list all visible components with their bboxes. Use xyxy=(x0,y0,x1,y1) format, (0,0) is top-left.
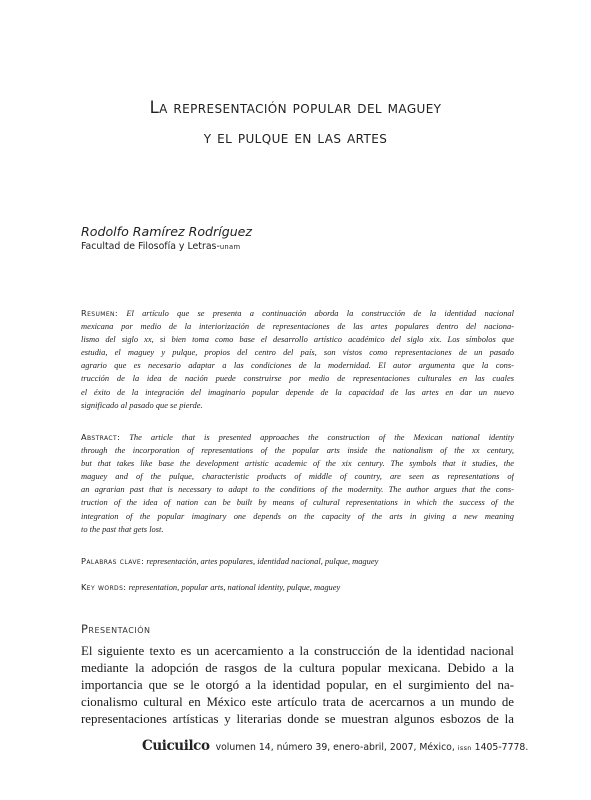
key-words xyxy=(81,581,514,594)
citation-text: volumen 14, número 39, enero-abril, 2007, México, xyxy=(215,742,455,753)
affiliation-institution: unam xyxy=(219,243,241,251)
abstract-line: through the incorporation of representations of the popular arts inside the nationalism of the xx century, xyxy=(81,445,514,456)
abstract-line: but that takes like base the development artistic academic of the xix century. The symbols that it studies, the xyxy=(81,458,514,469)
issn-number: 1405-7778. xyxy=(474,742,529,753)
body-line: representaciones artísticas y literarias donde se muestran algunos esbozos de la xyxy=(81,712,514,727)
abstract-line: truction of the idea of nation can be built by means of cultural representations in which the success of the xyxy=(81,497,514,508)
journal-logo: Cuicuilco xyxy=(142,738,210,754)
abstract-line: integration of the popular imaginary one depends on the capacity of the arts in giving a new meaning xyxy=(81,510,514,521)
resumen-line: estudia, el maguey y pulque, propios del centro del país, son vistos como representaciones de un pasado xyxy=(81,347,514,358)
resumen-line: trucción de la idea de nación puede construirse por medio de representaciones culturales en las cuales xyxy=(81,373,514,384)
resumen-line: mexicana por medio de la interiorización de representaciones de las artes populares dentro del naciona- xyxy=(81,321,514,332)
body-line: mediante la adopción de rasgos de la cultura popular mexicana. Debido a la xyxy=(81,661,514,676)
resumen-block xyxy=(81,307,514,412)
body-paragraph xyxy=(81,643,514,728)
abstract-label: Abstract: xyxy=(81,432,121,442)
resumen-label: Resumen: xyxy=(81,308,119,318)
author-affiliation xyxy=(81,241,240,252)
title-line-1: La representación popular del maguey xyxy=(149,98,442,117)
key-words-label: Key words: xyxy=(81,582,127,592)
section-heading: Presentación xyxy=(81,622,151,636)
resumen-line: el éxito de la integración del imaginario popular depende de la capacidad de las artes en dar un nuevo xyxy=(81,386,514,397)
abstract-line: to the past that gets lost. xyxy=(81,523,164,534)
body-line: cionalismo cultural en México este artículo trata de acercarnos a un mundo de xyxy=(81,695,514,710)
abstract-line: an agrarian past that is necessary to adapt to the conditions of the modernity. The author argues that the cons- xyxy=(81,484,514,495)
body-line: El siguiente texto es un acercamiento a la construcción de la identidad nacional xyxy=(81,644,514,658)
body-line: importancia que se le otorgó a la identidad popular, en el surgimiento del na- xyxy=(81,678,514,693)
resumen-line: significado al pasado que se pierde. xyxy=(81,399,203,410)
abstract-line: maguey and of the pulque, characteristic products of middle of country, are seen as representations of xyxy=(81,471,514,482)
author-name: Rodolfo Ramírez Rodríguez xyxy=(81,224,253,239)
page-footer xyxy=(142,738,528,754)
abstract-line: Abstract: The article that is presented approaches the construction of the Mexican national identity xyxy=(81,432,514,442)
title-line-2: y el pulque en las artes xyxy=(203,128,388,147)
palabras-clave xyxy=(81,555,514,568)
abstract-block xyxy=(81,431,514,536)
article-title xyxy=(40,93,551,153)
affiliation-text: Facultad de Filosofía y Letras- xyxy=(81,241,220,252)
palabras-clave-label: Palabras clave: xyxy=(81,556,145,566)
resumen-line: lismo del siglo xx, si bien toma como base el desarrollo artístico académico del siglo xix. Los símbolos que xyxy=(81,334,514,345)
key-words-text: representation, popular arts, national identity, pulque, maguey xyxy=(128,582,341,592)
resumen-line: Resumen: El artículo que se presenta a continuación aborda la construcción de la identidad nacional xyxy=(81,308,514,318)
palabras-clave-text: representación, artes populares, identidad nacional, pulque, maguey xyxy=(146,556,379,566)
resumen-line: agrario que es necesario adaptar a las condiciones de la modernidad. El autor argumenta que la cons- xyxy=(81,360,514,371)
issn-label: issn xyxy=(457,744,472,752)
